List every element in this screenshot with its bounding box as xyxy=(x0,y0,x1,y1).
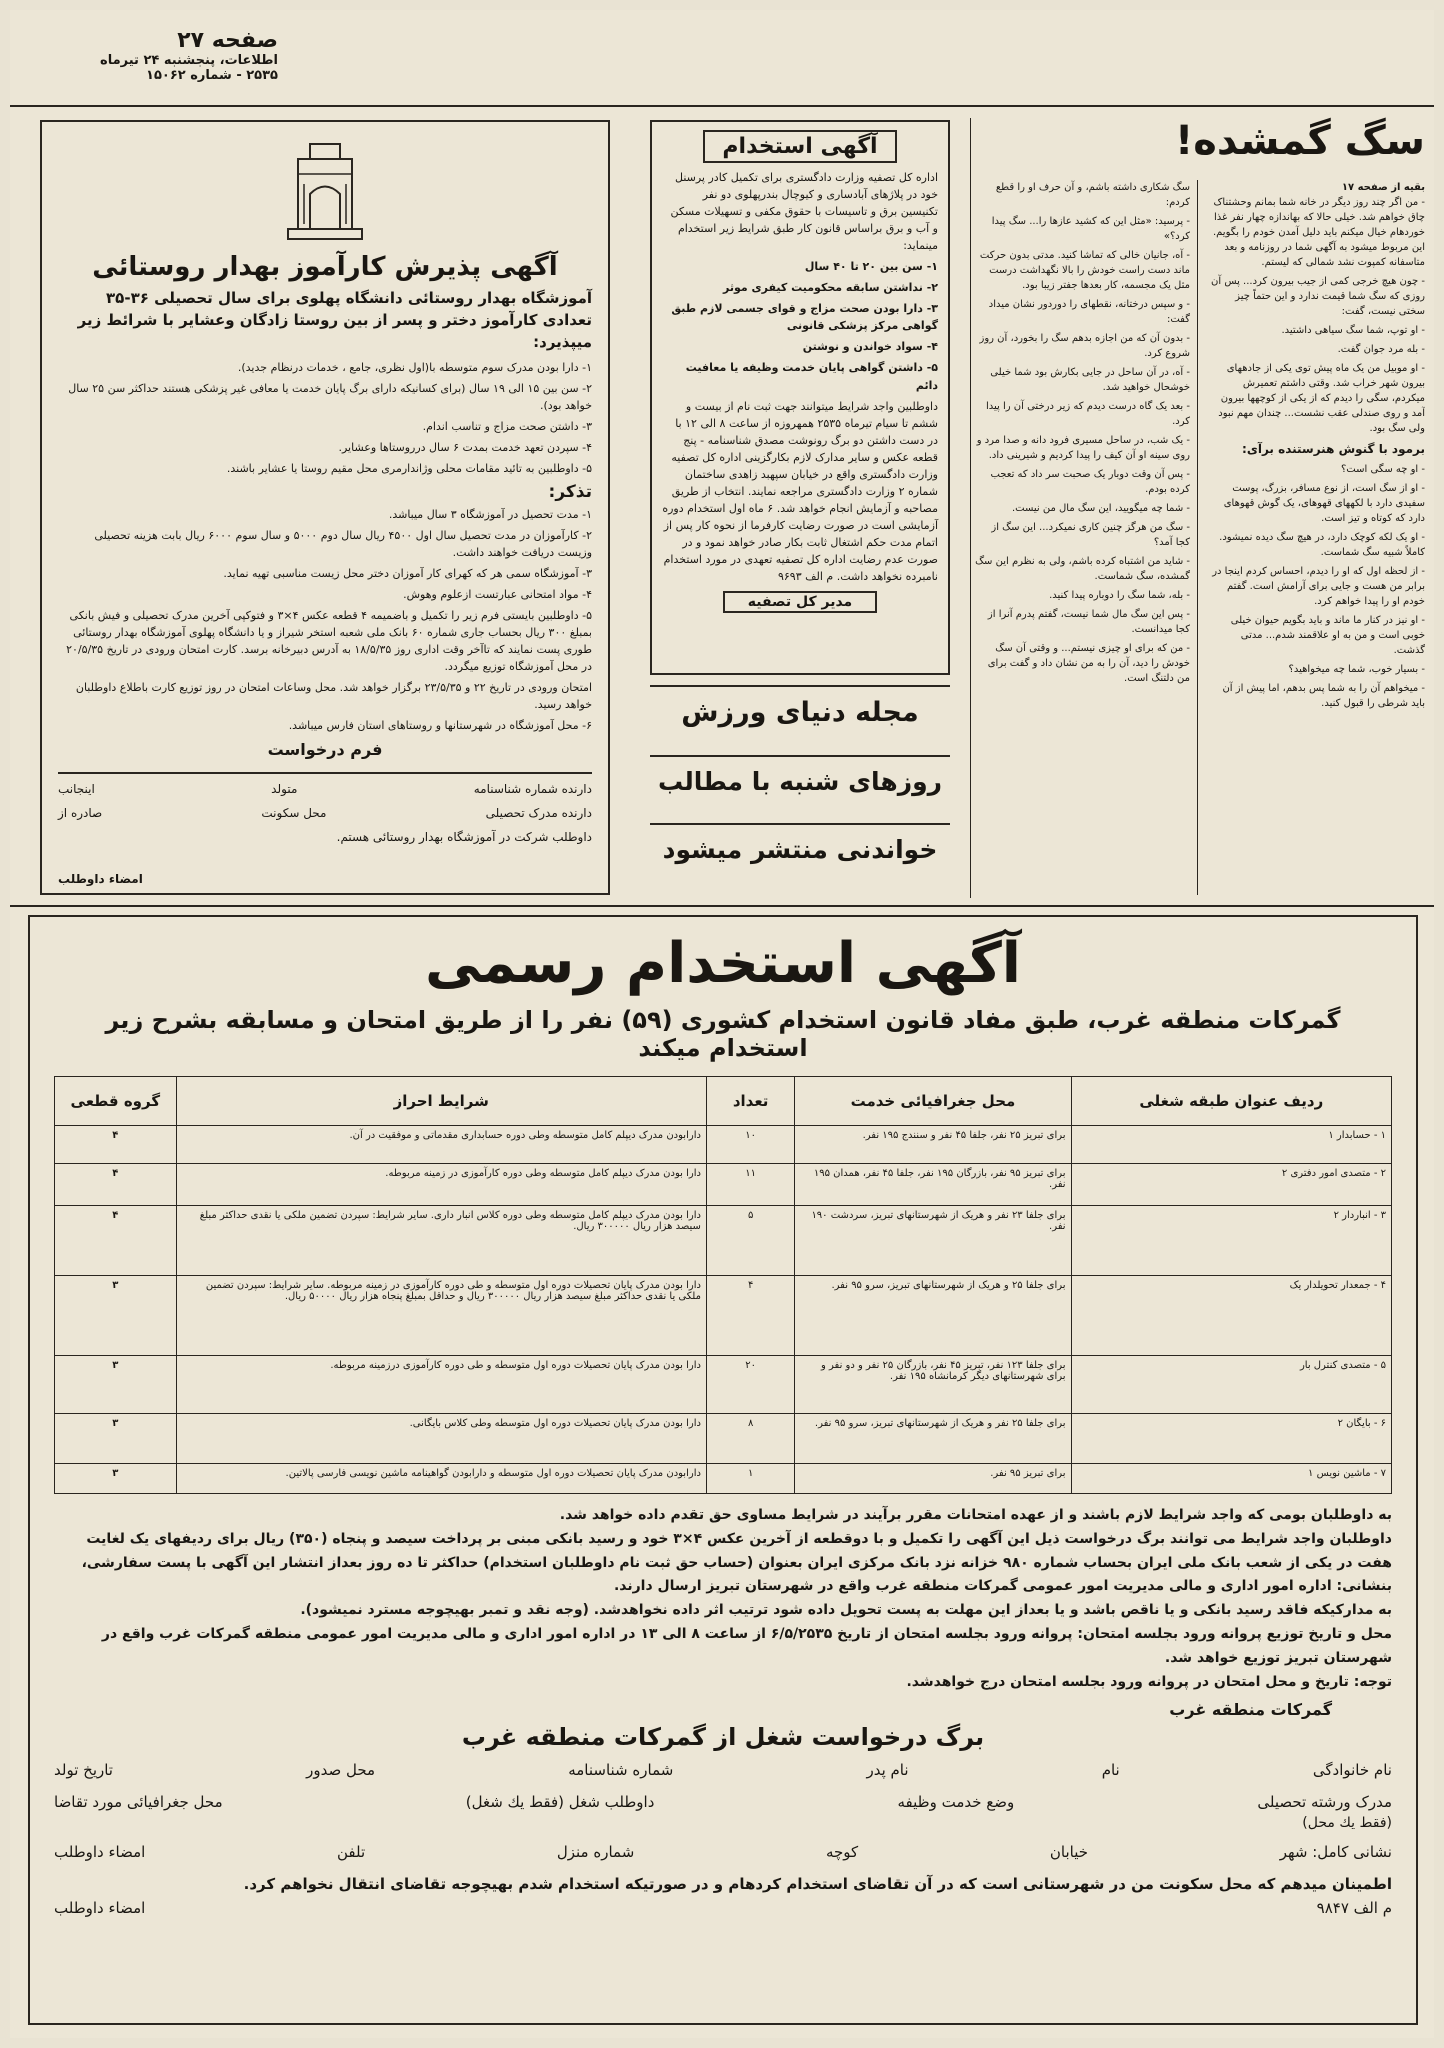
header-requirements: شرایط احراز xyxy=(176,1077,706,1126)
teacher-ad xyxy=(40,120,610,895)
body-paragraph: به مدارکیکه فاقد رسید بانکی و یا ناقص باشد و یا بعداز این مهلت به پست تحویل داده شود ترتیب اثر داده نخواهدشد. (وجه نقد و تمبر بهیچوجه مسترد نمیشود). xyxy=(300,1602,1392,1619)
cell-title: ۳ - انباردار ۲ xyxy=(1071,1206,1391,1276)
application-form-title: برگ درخواست شغل از گمرکات منطقه غرب xyxy=(461,1723,985,1752)
magazine-line2: روزهای شنبه با مطالب xyxy=(657,767,943,796)
building-logo-icon xyxy=(280,134,370,244)
story-col-left xyxy=(975,180,1190,895)
page-number: صفحه ۲۷ xyxy=(177,28,278,53)
cell-place: برای تبریز ۹۵ نفر. xyxy=(795,1464,1071,1494)
condition-item: ۵- داشتن گواهی پایان خدمت وظیفه یا معافیت دائم xyxy=(685,361,938,392)
story-paragraph: - شما چه میگویید، این سگ مال من نیست. xyxy=(1012,503,1190,514)
cell-count: ۱ xyxy=(706,1464,794,1494)
story-paragraph: برمود با گنوش هنرستنده برآی: xyxy=(1242,442,1425,456)
magazine-promo xyxy=(650,685,950,895)
cell-req: دارابودن مدرک پایان تحصیلات دوره اول متوسطه و دارابودن گواهینامه ماشین نویسی فارسی پالاتین. xyxy=(176,1464,706,1494)
note-item: ۳- آموزشگاه سمی هر که کهرای کار آموزان دختر محل زیست مناسبی تهیه نماید. xyxy=(223,566,592,580)
condition-item: ۲- نداشتن سابقه محکومیت کیفری موثر xyxy=(723,281,938,295)
cell-grade: ۳ xyxy=(55,1414,177,1464)
cell-place: برای جلفا ۲۵ نفر و هریک از شهرستانهای تبریز، سرو ۹۵ نفر. xyxy=(795,1414,1071,1464)
story-paragraph: - یک شب، در ساحل مسیری فرود دانه و صدا مرد و روی سینه او آن کیف را پیدا کردیم و شیرینی داد. xyxy=(976,435,1190,461)
ad-reference: م الف ۹۸۴۷ xyxy=(1316,1899,1392,1918)
condition-item: ۴- سپردن تعهد خدمت بمدت ۶ سال درروستاها وعشایر. xyxy=(338,441,592,455)
story-col-divider xyxy=(1197,180,1198,895)
table-header-row xyxy=(55,1077,1392,1126)
story-paragraph: - پس آن وقت دوبار یک صحبت سر داد که تعجب کرده بودم. xyxy=(990,469,1190,495)
paper-date: اطلاعات، پنجشنبه ۲۴ تیرماه xyxy=(100,53,278,68)
note-item: ۶- محل آموزشگاه در شهرستانها و روستاهای استان فارس میباشد. xyxy=(288,719,592,733)
employment-small-intro: اداره کل تصفیه وزارت دادگستری برای تکمیل کادر پرسنل خود در پلاژهای آبادساری و کیوچال بندرپهلوی دو نفر تکنیسین برق و تاسیسات با حقوق مکفی و تسهیلات مسکن و آب و برق براساس قانون کار طبق شرایط زیر استخدام مینماید: xyxy=(670,171,938,253)
cell-title: ۶ - بایگان ۲ xyxy=(1071,1414,1391,1464)
cell-place: برای جلفا ۱۲۳ نفر، تبریز ۴۵ نفر، بازرگان ۲۵ نفر و دو نفر و برای شهرستانهای دیگر کرمانشاه ۱۹۵ نفر. xyxy=(795,1356,1071,1414)
story-paragraph: - من که برای او چیزی نیستم... و وقتی آن سگ خودش را دید، آن را به من نشان داد و گفت برای من دلتنگ است. xyxy=(987,643,1190,684)
table-row xyxy=(55,1464,1392,1494)
form-field-name[interactable]: اینجانب xyxy=(58,782,95,796)
official-ad-title: آگهی استخدام رسمی xyxy=(425,931,1021,996)
field-military-status[interactable]: وضع خدمت وظیفه xyxy=(897,1793,1015,1812)
field-alley[interactable]: کوچه xyxy=(825,1843,859,1862)
cell-req: دارا بودن مدرک پایان تحصیلات دوره اول متوسطه وطی کلاس بایگانی. xyxy=(176,1414,706,1464)
employment-small-title: آگهی استخدام xyxy=(722,134,878,159)
condition-item: ۳- داشتن صحت مزاج و تناسب اندام. xyxy=(422,420,592,434)
cell-req: دارا بودن مدرک دیپلم کامل متوسطه وطی دوره کارآموزی در زمینه مربوطه. xyxy=(176,1164,706,1206)
form-title: فرم درخواست xyxy=(267,740,383,760)
story-paragraph: - بله، شما سگ را دوباره پیدا کنید. xyxy=(1049,590,1190,601)
table-row xyxy=(55,1164,1392,1206)
cell-title: ۲ - متصدی امور دفتری ۲ xyxy=(1071,1164,1391,1206)
cell-place: برای جلفا ۲۵ و هریک از شهرستانهای تبریز، سرو ۹۵ نفر. xyxy=(795,1276,1071,1356)
body-paragraph: به داوطلبان بومی که واجد شرایط لازم باشند و از عهده امتحانات مقرر برآیند در شرایط مساوی حق تقدم داده خواهد شد. xyxy=(559,1507,1392,1523)
cell-place: برای تبریز ۹۵ نفر، بازرگان ۱۹۵ نفر، جلفا ۴۵ نفر، همدان ۱۹۵ نفر. xyxy=(795,1164,1071,1206)
note-title: تذکر: xyxy=(548,481,592,502)
teacher-ad-title: آگهی پذیرش کارآموز بهدار روستائی xyxy=(92,252,558,282)
story-paragraph: - و سپس درختانه، نقطهای را دوردور نشان میداد گفت: xyxy=(988,299,1190,325)
cell-req: دارا بودن مدرک پایان تحصیلات دوره اول متوسطه و طی دوره کارآموزی درزمینه مربوطه. xyxy=(176,1356,706,1414)
cell-place: برای جلفا ۲۳ نفر و هریک از شهرستانهای تبریز، سردشت ۱۹۰ نفر. xyxy=(795,1206,1071,1276)
form-field-issued[interactable]: صادره از xyxy=(58,806,103,820)
cell-title: ۵ - متصدی کنترل بار xyxy=(1071,1356,1391,1414)
official-employment-ad xyxy=(28,915,1418,2025)
table-row xyxy=(55,1276,1392,1356)
cell-title: ۱ - حسابدار ۱ xyxy=(1071,1126,1391,1164)
story-paragraph: - پرسید: «مثل این که کشید عازها را... سگ پیدا کرد؟» xyxy=(991,216,1190,242)
field-phone[interactable]: تلفن xyxy=(337,1843,366,1862)
header-grade: گروه قطعی xyxy=(55,1077,177,1126)
form-field-id[interactable]: دارنده شماره شناسنامه xyxy=(473,782,592,796)
field-name[interactable]: نام xyxy=(1101,1761,1120,1780)
teacher-ad-intro: آموزشگاه بهدار روستائی دانشگاه پهلوی برای سال تحصیلی ۳۶-۳۵ تعدادی کارآموز دختر و پسر از بین روستا زادگان وعشایر با شرائط زیر میپذیرد: xyxy=(77,289,592,351)
cell-count: ۸ xyxy=(706,1414,794,1464)
field-family-name[interactable]: نام خانوادگی xyxy=(1312,1761,1392,1780)
employment-small-ad xyxy=(650,120,950,675)
employment-signature-frame xyxy=(723,591,877,613)
form-row-note: (فقط یك محل) xyxy=(1302,1815,1392,1832)
teacher-form xyxy=(58,782,592,886)
newspaper-page xyxy=(10,10,1434,2038)
form-signature[interactable]: امضاء داوطلب xyxy=(54,1899,146,1918)
employment-title-frame xyxy=(703,130,897,163)
jobs-table xyxy=(54,1076,1392,1494)
section-rule xyxy=(10,905,1434,907)
story-paragraph: - او چه سگی است؟ xyxy=(1341,464,1425,475)
lost-dog-title: سگ گمشده! xyxy=(1175,118,1425,164)
cell-req: دارا بودن مدرک پایان تحصیلات دوره اول متوسطه و طی دوره کارآموزی در زمینه مربوطه. سایر شرایط: سپردن تضمین ملکی یا نقدی حداکثر مبلغ سیصد هزار ریال ۳۰۰۰۰۰ ریال و حداقل بمبلغ پنجاه هزار ریال ۵۰۰۰۰ ریال. xyxy=(176,1276,706,1356)
header-count: تعداد xyxy=(706,1077,794,1126)
cell-title: ۷ - ماشین نویس ۱ xyxy=(1071,1464,1391,1494)
story-paragraph: - او توپ، شما سگ سیاهی داشتید. xyxy=(1281,325,1425,336)
official-ad-body xyxy=(54,1504,1392,1694)
field-father-name[interactable]: نام پدر xyxy=(866,1761,909,1780)
story-paragraph: - او از سگ است، از نوع مسافر، بزرگ، پوست سفیدی دارد با لکههای قهوهای، یک گوش قهوهای دارد که کوتاه و تیز است. xyxy=(1223,483,1425,524)
story-paragraph: - او نیز در کنار ما ماند و باید بگویم حیوان خیلی خوبی است و من به او علاقمند شدم... مدتی گذشت. xyxy=(1230,615,1425,656)
cell-req: دارا بودن مدرک دیپلم کامل متوسطه وطی دوره کلاس انبار داری. سایر شرایط: سپردن تضمین ملکی یا نقدی حداکثر مبلغ سیصد هزار ریال ۳۰۰۰۰۰ ریال. xyxy=(176,1206,706,1276)
story-continued: بقیه از صفحه ۱۷ xyxy=(1341,182,1425,193)
teacher-ad-notes xyxy=(58,506,592,735)
form-statement: اطمینان میدهم که محل سکونت من در شهرستانی است که در آن تقاضای استخدام کردهام و در صورتیکه استخدام شدم بهیچوجه تقاضای انتقال نخواهم کرد. xyxy=(243,1875,1392,1894)
story-col-right xyxy=(1210,180,1425,895)
table-row xyxy=(55,1126,1392,1164)
body-paragraph: محل و تاریخ توزیع پروانه ورود بجلسه امتحان: پروانه ورود بجلسه امتحان از تاریخ ۶/۵/۲۵۳۵ از ساعت ۸ الی ۱۳ در اداره امور اداری و مالی مدیریت امور عمومی منطقه گمرکات غرب واقع در شهرستان تبریز توزیع خواهد شد. xyxy=(101,1625,1392,1666)
employment-small-signature: مدیر کل تصفیه xyxy=(747,594,853,611)
body-paragraph: توجه: تاریخ و محل امتحان در پروانه ورود بجلسه امتحان درج خواهدشد. xyxy=(906,1673,1392,1690)
field-id-number[interactable]: شماره شناسنامه xyxy=(568,1761,674,1780)
table-row xyxy=(55,1414,1392,1464)
cell-grade: ۳ xyxy=(55,1276,177,1356)
application-form xyxy=(54,1761,1392,1917)
teacher-ad-conditions xyxy=(58,359,592,477)
condition-item: ۱- سن بین ۲۰ تا ۴۰ سال xyxy=(804,260,938,274)
story-paragraph: - میخواهم آن را به شما پس بدهم، اما پیش از آن باید شرطی را قبول کنید. xyxy=(1222,683,1425,709)
story-paragraph: - چون هیچ خرجی کمی از جیب بیرون کرد... پس آن روزی که سگ شما قیمت ندارد و این حتماً چیز سختی نیست، گفت: xyxy=(1211,276,1425,317)
cell-count: ۴ xyxy=(706,1276,794,1356)
story-paragraph: - بعد یک گاه درست دیدم که زیر درختی آن را پیدا کرد. xyxy=(986,401,1190,427)
story-paragraph: - شاید من اشتباه کرده باشم، ولی به نظرم این سگ گمشده، سگ شماست. xyxy=(975,556,1190,582)
story-paragraph: - او یک لکه کوچک دارد، در هیچ سگ دیده نمیشود. کاملاً شبیه سگ شماست. xyxy=(1219,532,1425,558)
cell-grade: ۴ xyxy=(55,1206,177,1276)
form-row xyxy=(54,1761,1392,1779)
story-paragraph: - از لحظه اول که او را دیدم، احساس کردم اینجا در برابر من هست و جایی برای آرامش است. گفتم خودم او را پیدا خواهم کرد. xyxy=(1212,566,1425,607)
story-paragraph: - بله مرد جوان گفت. xyxy=(1337,344,1425,355)
header-rule xyxy=(10,105,1434,107)
story-paragraph: سگ شکاری داشته باشم، و آن حرف او را قطع کردم: xyxy=(995,182,1190,208)
story-paragraph: - بدون آن که من اجازه بدهم سگ را بخورد، آن روز شروع کرد. xyxy=(979,333,1190,359)
cell-title: ۴ - جمعدار تحویلدار یک xyxy=(1071,1276,1391,1356)
condition-item: ۵- داوطلبین به تائید مقامات محلی وژاندارمری محل مقیم روستا یا عشایر باشند. xyxy=(226,462,592,476)
form-statement: داوطلب شرکت در آموزشگاه بهدار روستائی هستم. xyxy=(336,830,592,844)
field-education[interactable]: مدرک ورشته تحصیلی xyxy=(1257,1793,1392,1812)
form-row xyxy=(54,1793,1392,1811)
form-field-birth[interactable]: متولد xyxy=(271,782,298,796)
cell-count: ۵ xyxy=(706,1206,794,1276)
story-paragraph: - آه، در آن ساحل در جایی بکارش بود شما خیلی خوشحال خواهید شد. xyxy=(990,367,1190,393)
condition-item: ۱- دارا بودن مدرک سوم متوسطه با(اول نظری، جامع ، خدمات درنظام جدید). xyxy=(237,361,592,375)
cell-grade: ۳ xyxy=(55,1356,177,1414)
table-row xyxy=(55,1356,1392,1414)
field-street[interactable]: خیابان xyxy=(1049,1843,1089,1862)
cell-count: ۱۱ xyxy=(706,1164,794,1206)
cell-req: دارابودن مدرک دیپلم کامل متوسطه وطی دوره حسابداری مقدماتی و موفقیت در آن. xyxy=(176,1126,706,1164)
cell-place: برای تبریز ۲۵ نفر، جلفا ۴۵ نفر و سنندج ۱۹۵ نفر. xyxy=(795,1126,1071,1164)
story-paragraph: - من اگر چند روز دیگر در خانه شما بمانم وحشتناک چاق خواهم شد. خیلی حالا که بهاندازه چهار نفر غذا خوردهام خیال میکنم باید دلیل آمدن خودم را بگویم. این مربوط میشود به آگهی شما در روزنامه و بعد متاسفانه کمپوت نشد شمالی که لیستم. xyxy=(1212,197,1425,268)
employment-small-body: داوطلبین واجد شرایط میتوانند جهت ثبت نام از بیست و ششم تا سیام تیرماه ۲۵۳۵ همهروزه از ساعت ۸ الی ۱۲ با در دست داشتن دو برگ رونوشت مصدق شناسنامه - پنج قطعه عکس و سایر مدارک لازم بکارگزینی اداره کل تصفیه وزارت دادگستری واقع در خیابان سپهبد زاهدی ساختمان شماره ۲ وزارت دادگستری مراجعه نمایند. انتخاب از طریق مصاحبه و آزمایش انجام خواهد شد. ۶ ماه اول استخدام دوره آزمایشی است در صورت رضایت کارفرما از نحوه کار پس از اتمام مدت حکم اشتغال ثابت بکار صادر خواهد نمود و در صورت عدم رضایت اداره کل تصفیه تعهدی در مورد استخدام نامبرده نخواهد داشت. م الف ۹۶۹۳ xyxy=(662,399,938,584)
employment-small-conditions xyxy=(662,258,938,393)
field-location-choice[interactable]: محل جغرافیائی مورد تقاضا xyxy=(54,1793,223,1812)
story-paragraph: - آه، جانیان خالی که تماشا کنید. مدتی بدون حرکت ماند دست راست خودش را بالا نگهداشت درست مثل یک مجسمه، کار بعدها جفتر زیبا بود. xyxy=(979,250,1190,291)
form-rule xyxy=(58,772,592,774)
field-signature[interactable]: امضاء داوطلب xyxy=(54,1843,146,1862)
page-header xyxy=(18,28,278,98)
condition-item: ۴- سواد خواندن و نوشتن xyxy=(802,340,938,354)
official-ad-signature: گمرکات منطقه غرب xyxy=(1169,1700,1332,1720)
field-address[interactable]: نشانی کامل: شهر xyxy=(1279,1843,1392,1862)
official-ad-subtitle: گمرکات منطقه غرب، طبق مفاد قانون استخدام کشوری (۵۹) نفر را از طریق امتحان و مسابقه بشرح زیر استخدام میکند xyxy=(105,1006,1341,1062)
body-paragraph: داوطلبان واجد شرایط می توانند برگ درخواست ذیل این آگهی را تکمیل و با دوقطعه از آخرین عکس ۴×۳ خود و رسید بانکی مبنی بر پرداخت سیصد و پنجاه (۳۵۰) ریال برای ردیفهای یک لغایت هفت در یکی از شعب بانک ملی ایران بحساب شماره ۹۸۰ خزانه نزد بانک مرکزی ایران بعنوان (حساب حق ثبت نام داوطلبان استخدام) حداکثر تا ده روز بعداز انتشار این آگهی با پست سفارشی، بنشانی: اداره امور اداری و مالی مدیریت امور عمومی گمرکات منطقه غرب واقع در شهرستان تبریز ارسال دارند. xyxy=(81,1530,1392,1595)
header-location: محل جغرافیائی خدمت xyxy=(795,1077,1071,1126)
field-house-number[interactable]: شماره منزل xyxy=(556,1843,635,1862)
form-signature[interactable]: امضاء داوطلب xyxy=(58,872,143,886)
form-row xyxy=(54,1843,1392,1861)
cell-grade: ۴ xyxy=(55,1164,177,1206)
table-row xyxy=(55,1206,1392,1276)
magazine-line3: خواندنی منتشر میشود xyxy=(662,835,938,864)
condition-item: ۳- دارا بودن صحت مزاج و قوای جسمی لازم طبق گواهی مرکز پزشکی قانونی xyxy=(671,302,938,333)
note-item: ۲- کارآموزان در مدت تحصیل سال اول ۴۵۰۰ ریال سال دوم ۵۰۰۰ و سال سوم ۶۰۰۰ ریال بابت هزینه تحصیلی وزیست دریافت خواهند داشت. xyxy=(94,528,592,559)
story-paragraph: - او موبیل من یک ماه پیش توی یکی از جادههای بیرون شهر خراب شد. وقتی داشتم تعمیرش میکردم، سگی را دیدم که از یکی از کوچهها بیرون آمد و روی صندلی عقب نشست... چندان مهم نبود ولی سگ بود. xyxy=(1218,363,1425,434)
issue-number: ۲۵۳۵ - شماره ۱۵۰۶۲ xyxy=(146,68,278,83)
cell-count: ۲۰ xyxy=(706,1356,794,1414)
field-birth-date[interactable]: تاریخ تولد xyxy=(54,1761,113,1780)
magazine-line1: مجله دنیای ورزش xyxy=(681,697,919,728)
cell-grade: ۴ xyxy=(55,1126,177,1164)
note-item: امتحان ورودی در تاریخ ۲۲ و ۲۳/۵/۳۵ برگزار خواهد شد. محل وساعات امتحان در روز توزیع کارت باطلاع داوطلبان خواهد رسید. xyxy=(75,680,592,711)
cell-grade: ۳ xyxy=(55,1464,177,1494)
cell-count: ۱۰ xyxy=(706,1126,794,1164)
note-item: ۱- مدت تحصیل در آموزشگاه ۳ سال میباشد. xyxy=(388,507,592,521)
story-divider xyxy=(970,118,971,898)
note-item: ۵- داوطلبین بایستی فرم زیر را تکمیل و باضمیمه ۴ قطعه عکس ۴×۳ و فتوکپی آخرین مدرک تحصیلی و فیش بانکی بمبلغ ۳۰۰ ریال بحساب جاری شماره ۶۰ بانک ملی شعبه استخر شیراز و یا دانشگاه پهلوی آموزشگاه بهدار روستائی طوری پست نمایند که تاآخر وقت اداری روز ۱۸/۵/۳۵ به آدرس دبیرخانه برسد. کارت امتحان ورودی در تاریخ ۲۰/۵/۳۵ در محل آموزشگاه توزیع میگردد. xyxy=(66,608,592,673)
condition-item: ۲- سن بین ۱۵ الی ۱۹ سال (برای کسانیکه دارای برگ پایان خدمت یا معافی غیر پزشکی هستند حداکثر سن ۲۵ سال خواهد بود). xyxy=(68,382,592,413)
story-paragraph: - پس این سگ مال شما نیست، گفتم پدرم آنرا از کجا میدانست. xyxy=(987,609,1190,635)
form-field-degree[interactable]: دارنده مدرک تحصیلی xyxy=(485,806,592,820)
story-paragraph: - سگ من هرگز چنین کاری نمیکرد... این سگ از کجا آمد؟ xyxy=(991,522,1190,548)
lost-dog-story xyxy=(965,118,1425,898)
form-field-residence[interactable]: محل سکونت xyxy=(261,806,327,820)
field-job-choice[interactable]: داوطلب شغل (فقط یك شغل) xyxy=(465,1793,655,1812)
story-paragraph: - بسیار خوب، شما چه میخواهید؟ xyxy=(1288,664,1425,675)
note-item: ۴- مواد امتحانی عبارتست ازعلوم وهوش. xyxy=(403,587,592,601)
field-issue-place[interactable]: محل صدور xyxy=(306,1761,376,1780)
header-job-title: ردیف عنوان طبقه شغلی xyxy=(1071,1077,1391,1126)
